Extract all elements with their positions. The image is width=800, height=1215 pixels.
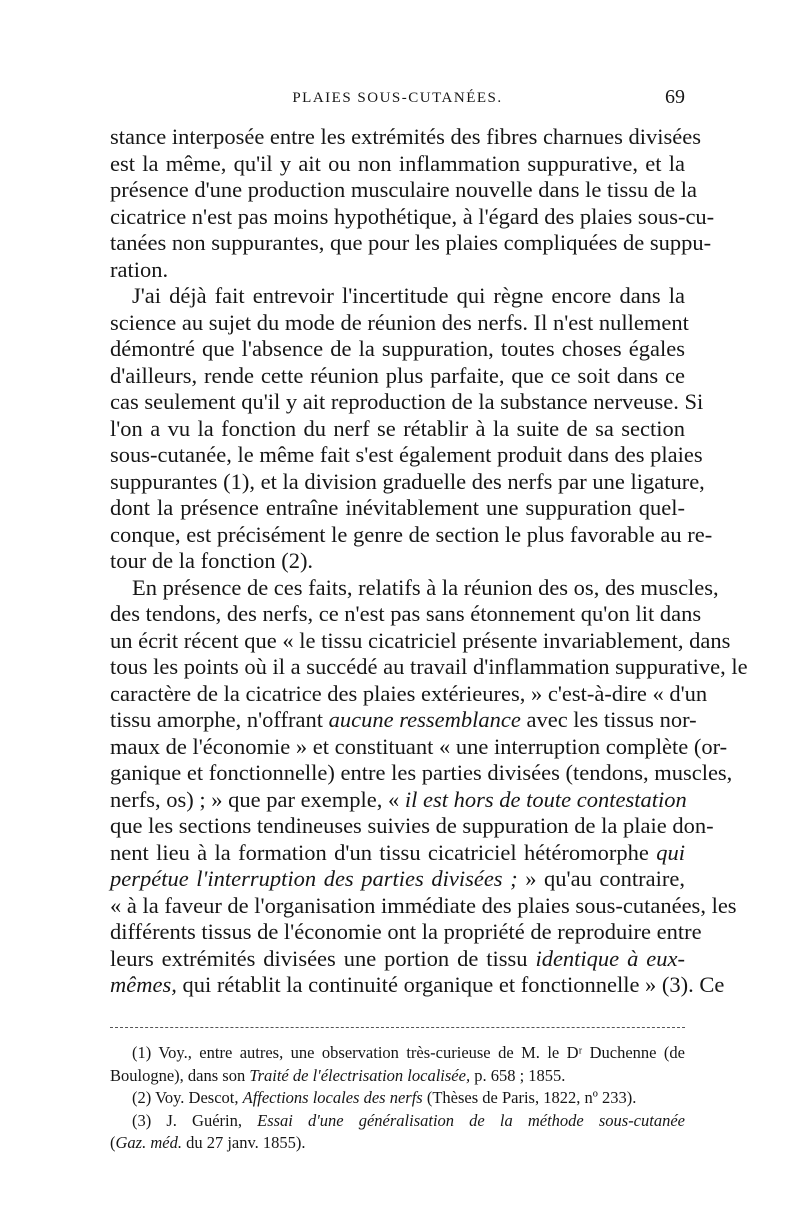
body-line [110,892,737,920]
text-run: Boulogne), dans son [110,1065,250,1085]
text-run: l'on a vu la fonction du nerf se rétablir à la suite de sa section [110,415,685,441]
body-line [110,548,685,575]
text-run: tissu amorphe, n'offrant [110,707,329,732]
body-line [110,468,705,496]
text-run: conque, est précisément le genre de section le plus favorable au re- [110,521,713,547]
text-run: qui rétablit la continuité organique et fonctionnelle » (3). Ce [176,972,725,997]
text-run: tour de la fonction (2). [110,548,314,573]
text-run: cas seulement qu'il y ait reproduction de la substance nerveuse. Si [110,389,704,414]
italic-run: Affections locales des nerfs [242,1088,423,1107]
text-run: (Thèses de Paris, 1822, nº 233). [422,1088,637,1107]
body-line [110,627,731,655]
body-line [110,124,702,151]
italic-run: il est hors de toute contestation [404,786,687,812]
text-run: différents tissus de l'économie ont la propriété de reproduire entre [110,919,702,944]
text-run: sous-cutanée, le même fait s'est également produit dans des plaies [110,442,703,467]
body-line [110,336,685,363]
italic-run: Traité de l'électrisation localisée, [249,1065,471,1085]
body-line [110,654,748,681]
footnote-separator [110,1027,685,1028]
body-line [110,389,704,416]
body-line [110,601,702,628]
text-run: un écrit récent que « le tissu cicatriciel présente invariablement, dans [110,627,731,653]
body-line [110,283,685,310]
body-line [110,416,685,443]
italic-run: mêmes, [110,972,177,997]
footnote-line [110,1087,685,1110]
footnote-line [110,1042,685,1065]
body-line [110,257,685,284]
body-text [110,124,748,999]
text-run: nerfs, os) ; » que par exemple, « [110,786,405,812]
body-line [110,787,685,814]
text-run: tous les points où il a succédé au travail d'inflammation suppurative, le [110,654,748,679]
body-line [110,813,714,840]
italic-run: Essai d'une généralisation de la méthode sous-cutanée [257,1110,685,1130]
running-title: PLAIES SOUS-CUTANÉES. [292,90,503,106]
page-number: 69 [665,86,685,108]
body-line [110,946,685,973]
text-run: ration. [110,256,169,282]
text-run: leurs extrémités divisées une portion de tissu [110,945,536,971]
text-run: nent lieu à la formation d'un tissu cicatriciel hétéromorphe [110,839,657,865]
text-run: suppurantes (1), et la division graduelle des nerfs par une ligature, [110,468,705,494]
footnote-line [110,1132,685,1155]
text-run: que les sections tendineuses suivies de suppuration de la plaie don- [110,813,714,838]
text-run: dont la présence entraîne inévitablement une suppuration quel- [110,495,685,520]
footnote-line [110,1110,685,1133]
text-run: est la même, qu'il y ait ou non inflammation suppurative, et la [110,150,685,176]
text-run: ganique et fonctionnelle) entre les parties divisées (tendons, muscles, [110,760,733,785]
text-run: des tendons, des nerfs, ce n'est pas sans étonnement qu'on lit dans [110,601,702,626]
body-line [110,495,685,522]
footnote-line [110,1065,685,1088]
text-run: J'ai déjà fait entrevoir l'incertitude qui règne encore dans la [132,283,685,308]
page-header [110,86,685,116]
body-line [110,866,685,893]
italic-run: qui [656,839,685,865]
body-line [110,442,703,469]
text-run: stance interposée entre les extrémités des fibres charnues divisées [110,124,702,149]
text-run: p. 658 ; 1855. [470,1065,566,1085]
text-run: tanées non suppurantes, que pour les plaies compliquées de suppu- [110,230,712,255]
body-line [110,574,719,602]
italic-run: perpétue l'interruption des parties divisées ; [110,866,518,891]
body-line [110,203,715,231]
body-line [110,707,697,734]
text-run: d'ailleurs, rende cette réunion plus parfaite, que ce soit dans ce [110,362,685,388]
body-line [110,840,685,867]
body-line [110,760,733,787]
italic-run: aucune ressemblance [328,707,521,732]
text-run: ( [110,1133,116,1152]
text-run: « à la faveur de l'organisation immédiate des plaies sous-cutanées, les [110,892,737,918]
footnotes [110,1042,685,1155]
text-run: présence d'une production musculaire nouvelle dans le tissu de la [110,177,697,202]
text-run: maux de l'économie » et constituant « une interruption complète (or- [110,733,728,759]
text-run: du 27 janv. 1855). [181,1133,306,1152]
body-line [110,919,702,946]
text-run: science au sujet du mode de réunion des nerfs. Il n'est nullement [110,309,689,335]
body-line [110,309,689,337]
body-line [110,521,713,549]
text-run: » qu'au contraire, [517,866,685,891]
body-line [110,680,708,708]
text-run: (2) Voy. Descot, [132,1088,243,1107]
body-line [110,733,728,761]
text-run: (1) Voy., entre autres, une observation très-curieuse de M. le Dʳ Duchenne (de [132,1043,685,1062]
body-line [110,972,725,999]
text-run: démontré que l'absence de la suppuration, toutes choses égales [110,336,685,361]
body-line [110,177,697,204]
text-run: cicatrice n'est pas moins hypothétique, à l'égard des plaies sous-cu- [110,203,715,229]
text-run: caractère de la cicatrice des plaies extérieures, » c'est-à-dire « d'un [110,680,708,706]
body-line [110,230,712,257]
italic-run: identique à eux- [535,945,685,971]
body-line [110,363,685,390]
italic-run: Gaz. méd. [115,1133,182,1152]
text-run: (3) J. Guérin, [132,1110,258,1130]
text-run: En présence de ces faits, relatifs à la réunion des os, des muscles, [132,574,719,600]
text-run: avec les tissus nor- [520,707,697,732]
body-line [110,151,685,178]
